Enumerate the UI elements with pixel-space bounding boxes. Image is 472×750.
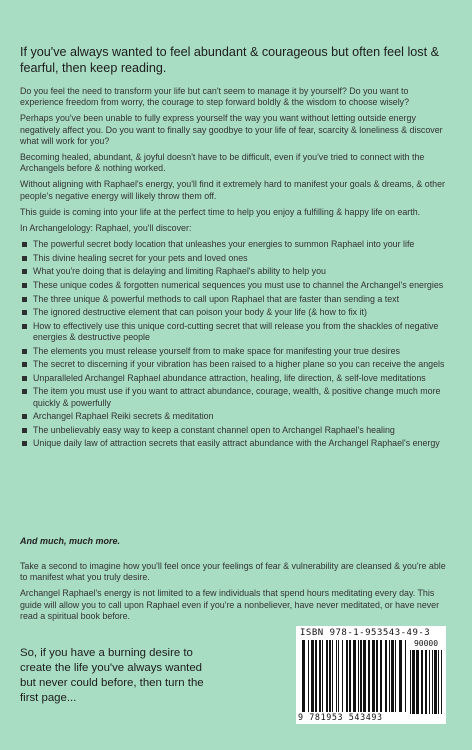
list-item: These unique codes & forgotten numerical sequences you must use to channel the Archangel's energies	[20, 280, 454, 291]
list-item: What you're doing that is delaying and limiting Raphael's ability to help you	[20, 266, 454, 277]
and-much-more: And much, much more.	[20, 536, 121, 546]
list-item: The ignored destructive element that can poison your body & your life (& how to fix it)	[20, 307, 454, 318]
list-item: The secret to discerning if your vibration has been raised to a higher plane so you can receive the angels	[20, 359, 454, 370]
list-item: The three unique & powerful methods to call upon Raphael that are faster than sending a text	[20, 294, 454, 305]
paragraph: Do you feel the need to transform your life but can't seem to manage it by yourself? Do you want to experience freedom from worry, the courage to step forward boldly & the wisdom to choose wisely?	[20, 86, 410, 108]
list-item: The elements you must release yourself from to make space for manifesting your true desires	[20, 346, 454, 357]
paragraph: Take a second to imagine how you'll feel once your feelings of fear & vulnerability are cleansed & you're able to manifest what you truly desire.	[20, 561, 446, 583]
description-body	[20, 86, 454, 452]
list-item: The unbelievably easy way to keep a constant channel open to Archangel Raphael's healing	[20, 425, 454, 436]
isbn-label: ISBN 978-1-953543-49-3	[300, 628, 431, 638]
ean-number: 9 781953 543493	[298, 712, 410, 722]
addon-bars-icon	[410, 650, 442, 714]
closing-text: So, if you have a burning desire to create the life you've always wanted but never could before, then turn the first page...	[20, 647, 204, 704]
barcode-bars-icon	[302, 640, 406, 714]
paragraph: This guide is coming into your life at the perfect time to help you enjoy a fulfilling & happy life on earth.	[20, 206, 421, 217]
paragraph: Archangel Raphael's energy is not limited to a few individuals that spend hours meditating every day. This guide will allow you to call upon Raphael even if you're a nonbeliever, have never meditated, or have never read a spiritual book before.	[20, 588, 440, 621]
list-item: This divine healing secret for your pets and loved ones	[20, 253, 454, 264]
list-item: Unparalleled Archangel Raphael abundance attraction, healing, life direction, & self-love meditations	[20, 373, 454, 384]
paragraph: Perhaps you've been unable to fully express yourself the way you want without letting outside energy negatively affect you. Do you want to finally say goodbye to your life of fear, scarcity & loneliness & discover what will work for you?	[20, 113, 443, 146]
isbn-barcode	[296, 626, 446, 724]
lead-text: If you've always wanted to feel abundant & courageous but often feel lost & fearful, then keep reading.	[20, 45, 439, 75]
list-item: The item you must use if you want to attract abundance, courage, wealth, & positive change much more quickly & powerfully	[20, 386, 454, 408]
paragraph: Becoming healed, abundant, & joyful doesn't have to be difficult, even if you've tried to connect with the Archangels before & nothing worked.	[20, 152, 425, 174]
paragraph: Without aligning with Raphael's energy, you'll find it extremely hard to manifest your goals & dreams, & other people's negative energy will likely throw them off.	[20, 179, 445, 201]
addon-number: 90000	[413, 639, 439, 648]
list-item: The powerful secret body location that unleashes your energies to summon Raphael into your life	[20, 239, 454, 250]
list-item: Archangel Raphael Reiki secrets & meditation	[20, 411, 454, 422]
list-item: How to effectively use this unique cord-cutting secret that will release you from the shackles of negative energies & destructive people	[20, 321, 454, 343]
list-item: Unique daily law of attraction secrets that easily attract abundance with the Archangel Raphael's energy	[20, 438, 454, 449]
paragraph: In Archangelology: Raphael, you'll discover:	[20, 223, 192, 234]
discover-list	[20, 239, 454, 449]
description-body-2	[20, 561, 454, 627]
